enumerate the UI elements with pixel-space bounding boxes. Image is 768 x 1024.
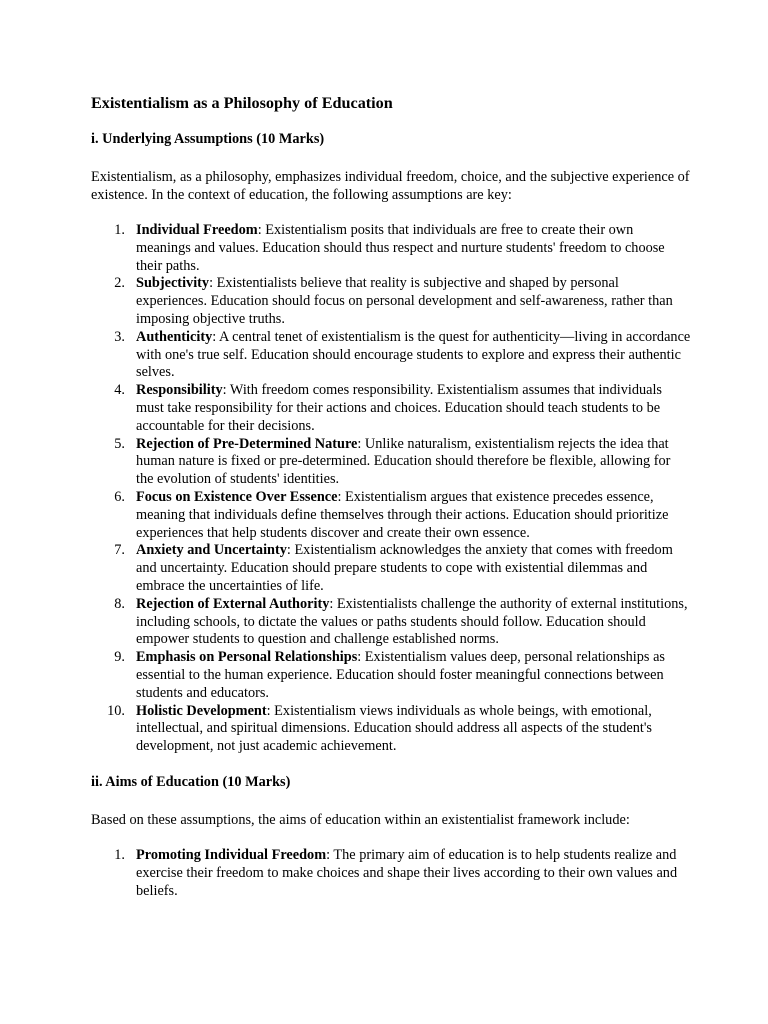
- list-number: 9.: [114, 649, 125, 666]
- list-number: 5.: [114, 435, 125, 452]
- list-item: [91, 596, 691, 649]
- list-text: : With freedom comes responsibility. Existentialism assumes that individuals must take responsibility for their actions and choices. Education should teach students to be accountable for their decisions.: [136, 382, 663, 434]
- list-term: Rejection of Pre-Determined Nature: [136, 435, 358, 452]
- list-term: Holistic Development: [136, 702, 267, 719]
- list-number: 10.: [107, 702, 125, 719]
- list-item: [91, 436, 691, 489]
- list-number: 3.: [114, 328, 125, 345]
- list-text: : Existentialism views individuals as whole beings, with emotional, intellectual, and spiritual dimensions. Education should address all aspects of the student's development, not just academic achievement.: [136, 702, 652, 755]
- list-item: [91, 382, 691, 435]
- list-term: Emphasis on Personal Relationships: [136, 649, 358, 666]
- list-text: : A central tenet of existentialism is the quest for authenticity—living in accordance with one's true self. Education should encourage students to explore and express their authentic selves.: [136, 328, 691, 381]
- list-item: [91, 275, 691, 328]
- list-text: : Unlike naturalism, existentialism rejects the idea that human nature is fixed or pre-determined. Education should therefore be flexible, allowing for the evolution of students' identities.: [136, 435, 671, 488]
- list-item: [91, 847, 691, 900]
- list-text: : The primary aim of education is to help students realize and exercise their freedom to make choices and shape their lives according to their own values and beliefs.: [136, 846, 678, 899]
- list-text: : Existentialists believe that reality is subjective and shaped by personal experiences. Education should focus on personal development and self-awareness, rather than imposing objective truths.: [136, 275, 673, 327]
- list-term: Subjectivity: [136, 275, 210, 292]
- list-term: Promoting Individual Freedom: [136, 846, 327, 863]
- list-term: Anxiety and Uncertainty: [136, 542, 287, 559]
- list-term: Individual Freedom: [136, 222, 258, 238]
- aims-list: [91, 847, 691, 900]
- list-number: 7.: [114, 542, 125, 559]
- list-item: [91, 222, 691, 275]
- assumptions-list: [91, 222, 691, 756]
- list-text: : Existentialism argues that existence precedes essence, meaning that individuals define themselves through their actions. Education should prioritize experiences that help students discover and create their own essence.: [136, 488, 669, 541]
- list-term: Rejection of External Authority: [136, 595, 330, 612]
- list-number: 1.: [114, 222, 125, 238]
- list-text: : Existentialism values deep, personal relationships as essential to the human experience. Education should foster meaningful connections between students and educators.: [136, 649, 665, 701]
- section-heading-assumptions: i. Underlying Assumptions (10 Marks): [91, 131, 325, 147]
- list-number: 4.: [114, 382, 125, 399]
- list-text: : Existentialists challenge the authority of external institutions, including schools, to dictate the values or paths students should follow. Education should empower students to question and challenge established norms.: [136, 595, 688, 648]
- list-number: 8.: [114, 595, 125, 612]
- list-term: Responsibility: [136, 382, 223, 399]
- section-heading-aims: ii. Aims of Education (10 Marks): [91, 773, 291, 790]
- list-text: : Existentialism posits that individuals are free to create their own meanings and values. Education should thus respect and nurture students' freedom to choose their paths.: [136, 222, 665, 274]
- list-number: 2.: [114, 275, 125, 292]
- document-page: [91, 93, 691, 900]
- aims-intro-paragraph: Based on these assumptions, the aims of education within an existentialist framework include:: [91, 811, 630, 828]
- list-number: 6.: [114, 488, 125, 505]
- list-text: : Existentialism acknowledges the anxiety that comes with freedom and uncertainty. Education should prepare students to cope with existential dilemmas and embrace the uncertainties of life.: [136, 542, 673, 594]
- list-item: [91, 542, 691, 595]
- list-number: 1.: [114, 846, 125, 863]
- list-item: [91, 649, 691, 702]
- list-term: Authenticity: [136, 328, 213, 345]
- list-item: [91, 489, 691, 542]
- document-title: Existentialism as a Philosophy of Education: [91, 94, 393, 112]
- list-item: [91, 703, 691, 756]
- assumptions-intro-paragraph: Existentialism, as a philosophy, emphasizes individual freedom, choice, and the subjective experience of existence. In the context of education, the following assumptions are key:: [91, 169, 690, 203]
- list-item: [91, 329, 691, 382]
- list-term: Focus on Existence Over Essence: [136, 488, 338, 505]
